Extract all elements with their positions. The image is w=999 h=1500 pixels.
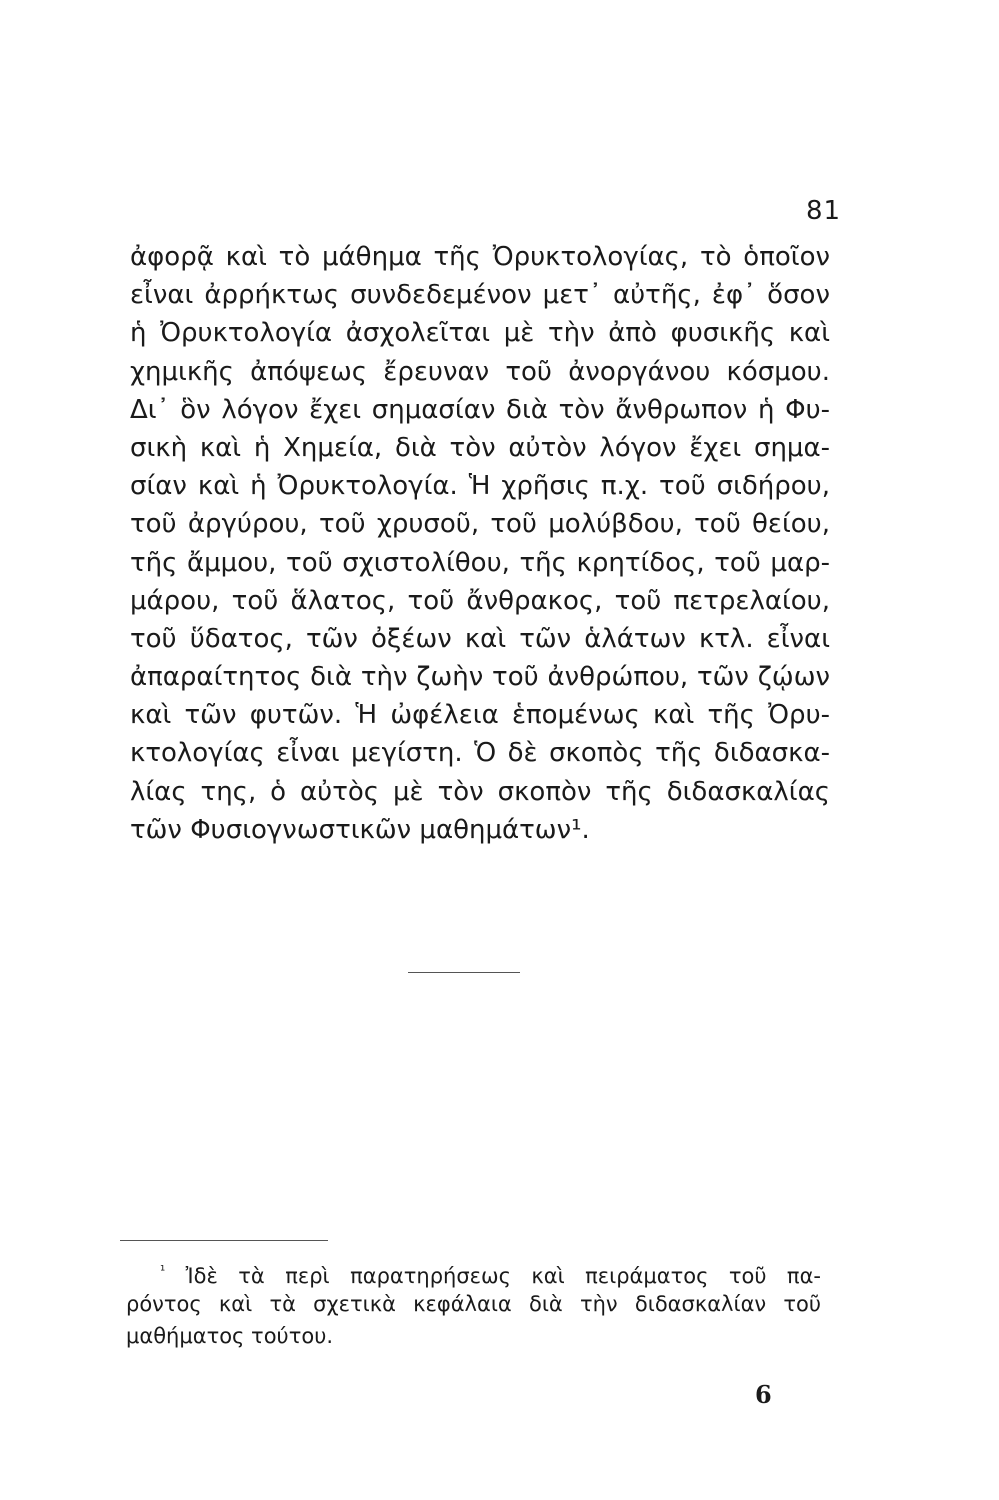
text-line: εἶναι ἀρρήκτως συνδεδεμένον μετ᾽ αὐτῆς, ἐφ᾽ ὅσον xyxy=(130,280,830,311)
text-line: καὶ τῶν φυτῶν. Ἡ ὠφέλεια ἑπομένως καὶ τῆς Ὀρυ- xyxy=(130,700,830,731)
text-line: Δι᾽ ὃν λόγον ἔχει σημασίαν διὰ τὸν ἄνθρωπον ἡ Φυ- xyxy=(130,394,830,425)
text-line: ἀπαραίτητος διὰ τὴν ζωὴν τοῦ ἀνθρώπου, τῶν ζῴων xyxy=(130,662,830,693)
text-line: τοῦ ἀργύρου, τοῦ χρυσοῦ, τοῦ μολύβδου, τοῦ θείου, xyxy=(130,509,830,540)
text-line: ἀφορᾷ καὶ τὸ μάθημα τῆς Ὀρυκτολογίας, τὸ ὁποῖον xyxy=(130,242,830,272)
text-line: χημικῆς ἀπόψεως ἔρευναν τοῦ ἀνοργάνου κόσμου. xyxy=(130,356,830,387)
text-line: μάρου, τοῦ ἅλατος, τοῦ ἄνθρακος, τοῦ πετρελαίου, xyxy=(130,585,830,616)
footnote-line xyxy=(126,1256,821,1288)
footnote-marker: ¹ xyxy=(160,1264,166,1279)
text-line: τῆς ἄμμου, τοῦ σχιστολίθου, τῆς κρητίδος, τοῦ μαρ- xyxy=(130,547,830,578)
footnote xyxy=(126,1256,821,1352)
text-line: τῶν Φυσιογνωστικῶν μαθημάτων¹. xyxy=(130,814,590,845)
section-divider xyxy=(408,972,520,973)
text-line: ἡ Ὀρυκτολογία ἀσχολεῖται μὲ τὴν ἀπὸ φυσικῆς καὶ xyxy=(130,318,830,349)
printer-signature-mark: 6 xyxy=(755,1380,772,1409)
footnote-line: μαθήματος τούτου. xyxy=(126,1324,334,1348)
main-text-block xyxy=(130,238,830,849)
text-line: σικὴ καὶ ἡ Χημεία, διὰ τὸν αὐτὸν λόγον ἔχει σημα- xyxy=(130,432,830,463)
text-line: κτολογίας εἶναι μεγίστη. Ὁ δὲ σκοπὸς τῆς διδασκα- xyxy=(130,738,830,769)
footnote-line: ρόντος καὶ τὰ σχετικὰ κεφάλαια διὰ τὴν διδασκαλίαν τοῦ xyxy=(126,1292,821,1316)
footnote-rule xyxy=(120,1240,328,1241)
text-line: λίας της, ὁ αὐτὸς μὲ τὸν σκοπὸν τῆς διδασκαλίας xyxy=(130,776,830,807)
text-line: τοῦ ὕδατος, τῶν ὀξέων καὶ τῶν ἁλάτων κτλ. εἶναι xyxy=(130,623,830,654)
footnote-line-text: Ἰδὲ τὰ περὶ παρατηρήσεως καὶ πειράματος τοῦ πα- xyxy=(185,1264,821,1288)
page-number: 81 xyxy=(806,196,842,226)
text-line: σίαν καὶ ἡ Ὀρυκτολογία. Ἡ χρῆσις π.χ. τοῦ σιδήρου, xyxy=(130,471,830,502)
